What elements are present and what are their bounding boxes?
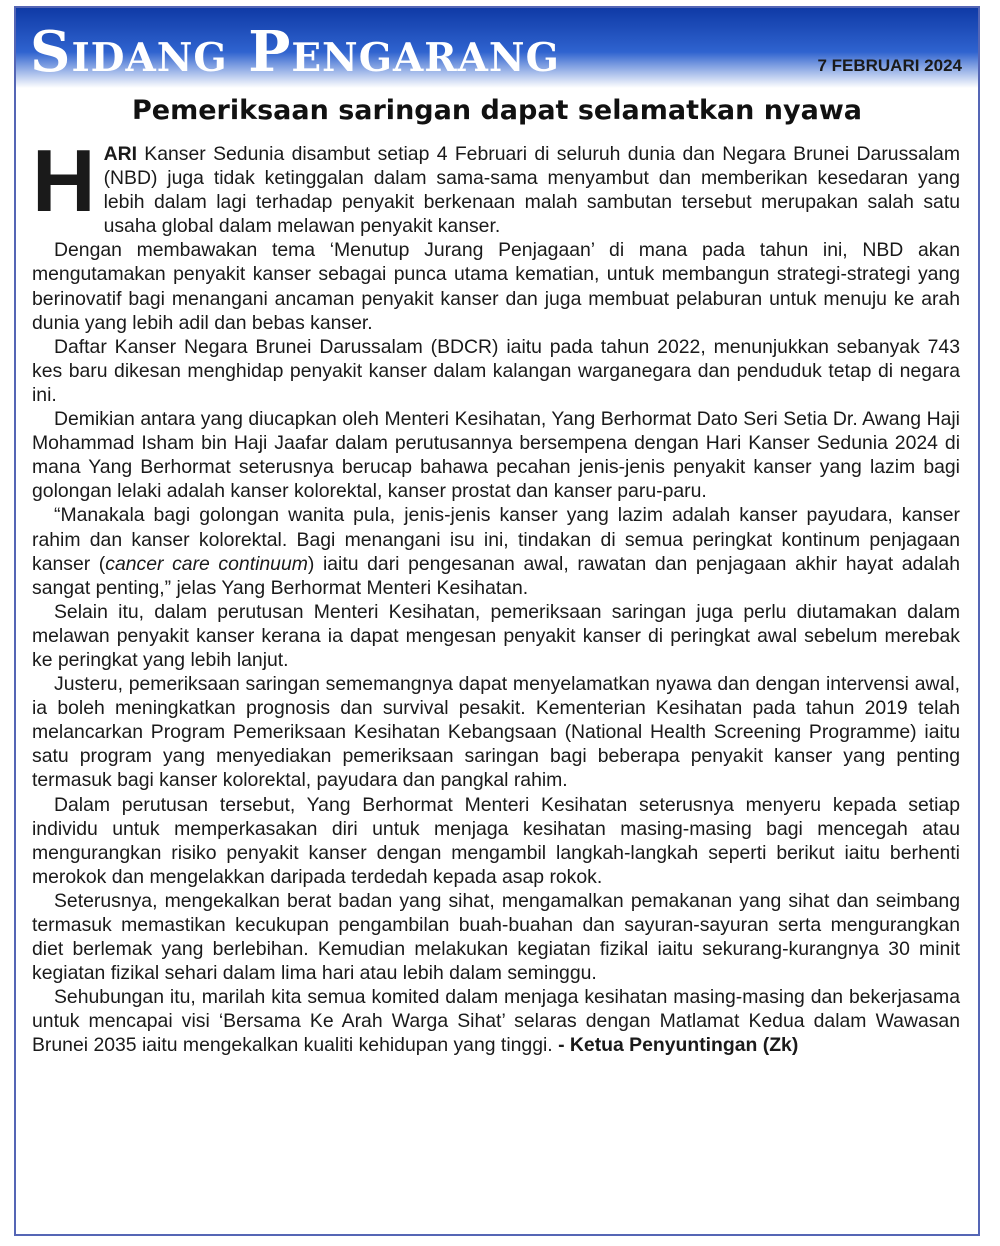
masthead-banner bbox=[16, 8, 978, 88]
paragraph-2: Dengan membawakan tema ‘Menutup Jurang Penjagaan’ di mana pada tahun ini, NBD akan mengutamakan penyakit kanser sebagai punca utama kematian, untuk membangun strategi-strategi yang berinovatif bagi menangani ancaman penyakit kanser dan juga membuat pelaburan untuk menuju ke arah dunia yang lebih adil dan bebas kanser. bbox=[32, 239, 960, 334]
paragraph-1-text: Kanser Sedunia disambut setiap 4 Februari di seluruh dunia dan Negara Brunei Darussalam (NBD) juga tidak ketinggalan dalam sama-sama menyambut dan memberikan kesedaran yang lebih dalam lagi terhadap penyakit berkenaan malah sambutan tersebut merupakan salah satu usaha global dalam melawan penyakit kanser. bbox=[103, 143, 960, 238]
paragraph-10 bbox=[32, 985, 960, 1057]
article-body bbox=[32, 131, 960, 1058]
lead-word-rest: ARI bbox=[103, 143, 137, 165]
paragraph-9: Seterusnya, mengekalkan berat badan yang sihat, mengamalkan pemakanan yang sihat dan seimbang termasuk memastikan kecukupan pengambilan buah-buahan dan sayuran-sayuran serta mengurangkan diet berlemak yang berlebihan. Kemudian melakukan kegiatan fizikal iaitu sekurang-kurangnya 30 minit kegiatan fizikal sehari dalam lima hari atau lebih dalam seminggu. bbox=[32, 889, 960, 985]
paragraph-3: Daftar Kanser Negara Brunei Darussalam (BDCR) iaitu pada tahun 2022, menunjukkan sebanyak 743 kes baru dikesan menghidap penyakit kanser dalam kalangan warganegara dan penduduk tetap di negara ini. bbox=[32, 335, 960, 406]
paragraph-5-text-a: “Manakala bagi golongan wanita pula, jenis-jenis kanser yang lazim adalah kanser payudara, kanser rahim dan kanser kolorektal. Bagi menangani isu ini, tindakan di semua peringkat kontinum penjagaan kanser ( bbox=[32, 504, 960, 575]
paragraph-5 bbox=[32, 503, 960, 599]
drop-cap: H bbox=[32, 131, 96, 230]
paragraph-1 bbox=[32, 131, 960, 238]
byline: - Ketua Penyuntingan (Zk) bbox=[558, 1034, 799, 1057]
publication-date: 7 FEBRUARI 2024 bbox=[817, 56, 962, 75]
article-headline: Pemeriksaan saringan dapat selamatkan nyawa bbox=[132, 95, 862, 126]
page-frame bbox=[14, 6, 980, 1236]
paragraph-5-text-b: ) iaitu dari pengesanan awal, rawatan dan penjagaan akhir hayat adalah sangat penting,” jelas Yang Berhormat Menteri Kesihatan. bbox=[32, 552, 960, 599]
masthead-title: Sidang Pengarang bbox=[30, 19, 560, 85]
paragraph-6: Selain itu, dalam perutusan Menteri Kesihatan, pemeriksaan saringan juga perlu diutamakan dalam melawan penyakit kanser kerana ia dapat mengesan penyakit kanser di peringkat awal sebelum merebak ke peringkat yang lebih lanjut. bbox=[32, 600, 960, 671]
paragraph-4: Demikian antara yang diucapkan oleh Menteri Kesihatan, Yang Berhormat Dato Seri Setia Dr. Awang Haji Mohammad Isham bin Haji Jaafar dalam perutusannya bersempena dengan Hari Kanser Sedunia 2024 di mana Yang Berhormat seterusnya berucap bahawa pecahan jenis-jenis penyakit kanser yang lazim bagi golongan lelaki adalah kanser kolorektal, kanser prostat dan kanser paru-paru. bbox=[32, 408, 960, 503]
paragraph-8: Dalam perutusan tersebut, Yang Berhormat Menteri Kesihatan seterusnya menyeru kepada setiap individu untuk memperkasakan diri untuk menjaga kesihatan masing-masing bagi mencegah atau mengurangkan risiko penyakit kanser dengan mengambil langkah-langkah seperti berikut iaitu berhenti merokok dan mengelakkan daripada terdedah kepada asap rokok. bbox=[32, 793, 960, 888]
paragraph-5-italic-term: cancer care continuum bbox=[105, 552, 308, 575]
paragraph-7: Justeru, pemeriksaan saringan sememangnya dapat menyelamatkan nyawa dan dengan intervensi awal, ia boleh meningkatkan prognosis dan survival pesakit. Kementerian Kesihatan pada tahun 2019 telah melancarkan Program Pemeriksaan Kesihatan Kebangsaan (National Health Screening Programme) iaitu satu program yang menyediakan pemeriksaan saringan bagi beberapa penyakit kanser yang penting termasuk bagi kanser kolorektal, payudara dan pangkal rahim. bbox=[32, 673, 960, 792]
paragraph-10-text: Sehubungan itu, marilah kita semua komited dalam menjaga kesihatan masing-masing dan bekerjasama untuk mencapai visi ‘Bersama Ke Arah Warga Sihat’ selaras dengan Matlamat Kedua dalam Wawasan Brunei 2035 iaitu mengekalkan kualiti kehidupan yang tinggi. bbox=[32, 986, 960, 1057]
